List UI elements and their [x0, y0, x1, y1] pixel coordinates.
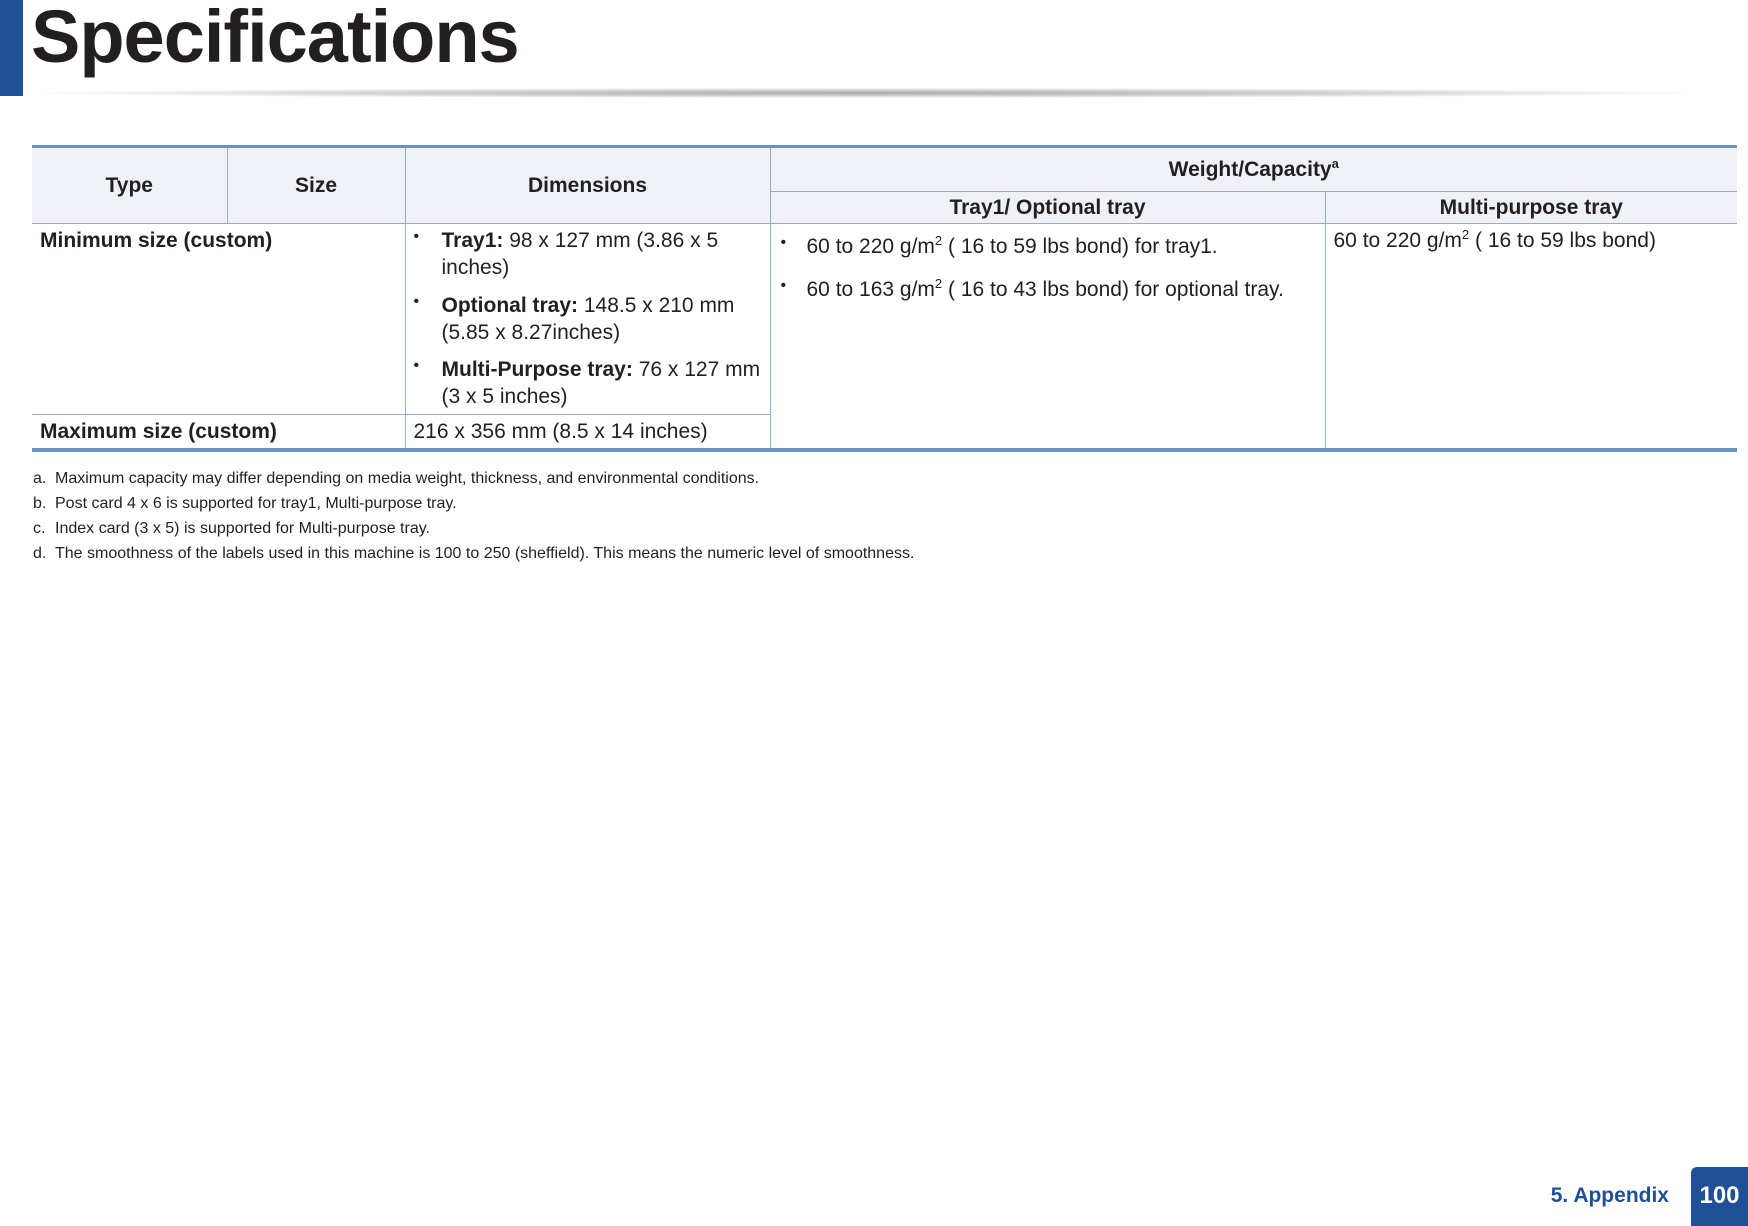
footnote-text: The smoothness of the labels used in this machine is 100 to 250 (sheffield). This means the numeric level of smoothness. — [55, 545, 915, 562]
list-item — [414, 292, 762, 347]
maximum-dimensions-cell: 216 x 356 mm (8.5 x 14 inches) — [405, 414, 770, 450]
header-accent-bar — [0, 0, 23, 96]
weight-capacity-label: Weight/Capacity — [1168, 157, 1332, 181]
footer-section-label: 5. Appendix — [1550, 1184, 1669, 1207]
column-header-weight-capacity — [770, 147, 1737, 192]
page-title: Specifications — [31, 0, 519, 78]
dimension-name: Multi-Purpose tray: — [441, 358, 633, 382]
weight-suffix: ( 16 to 59 lbs bond) — [1469, 229, 1656, 252]
column-header-type: Type — [32, 147, 227, 224]
footnote-b — [33, 491, 914, 516]
dimension-name: Tray1: — [441, 229, 504, 252]
weight-suffix: ( 16 to 59 lbs bond) for tray1. — [942, 235, 1218, 258]
footnote-text: Maximum capacity may differ depending on media weight, thickness, and environmental conditions. — [55, 470, 760, 487]
table-row-minimum — [32, 224, 1737, 415]
footnote-d — [33, 541, 914, 566]
list-item — [779, 276, 1317, 303]
row-label-maximum: Maximum size (custom) — [32, 414, 405, 450]
weight-suffix: ( 16 to 43 lbs bond) for optional tray. — [942, 278, 1284, 302]
column-header-dimensions: Dimensions — [405, 147, 770, 224]
page-number: 100 — [1691, 1167, 1748, 1226]
weight-exponent: 2 — [1461, 227, 1470, 242]
bullet-glyph: • — [780, 277, 787, 295]
bullet-glyph: • — [780, 234, 787, 251]
footnote-text: Index card (3 x 5) is supported for Multi-purpose tray. — [55, 520, 430, 537]
weight-prefix: 60 to 220 g/m — [1333, 229, 1462, 252]
weight-exponent: 2 — [934, 233, 943, 248]
footnote-letter: a. — [33, 470, 47, 487]
dimension-value: 76 x 127 mm (3 x 5 inches) — [441, 358, 761, 409]
tray1-optional-weight-cell — [770, 224, 1325, 451]
column-header-tray1-optional: Tray1/ Optional tray — [770, 192, 1325, 224]
list-item — [414, 356, 762, 411]
footnote-letter: b. — [33, 495, 47, 512]
footnotes — [33, 466, 914, 566]
footnote-c — [33, 516, 914, 541]
list-item — [414, 227, 762, 282]
footnote-letter: d. — [33, 545, 47, 562]
footnote-a — [33, 466, 914, 491]
title-divider — [36, 88, 1696, 98]
tray-weight-list — [779, 233, 1317, 304]
footnote-ref-a: a — [1331, 155, 1339, 171]
dimension-value: 98 x 127 mm (3.86 x 5 inches) — [441, 229, 719, 280]
dimension-name: Optional tray: — [441, 293, 579, 317]
weight-prefix: 60 to 220 g/m — [806, 235, 935, 258]
weight-prefix: 60 to 163 g/m — [806, 278, 935, 302]
column-header-size: Size — [227, 147, 405, 224]
minimum-dimensions-list — [414, 227, 762, 411]
footnote-text: Post card 4 x 6 is supported for tray1, Multi-purpose tray. — [55, 495, 457, 512]
minimum-dimensions-cell — [405, 224, 770, 415]
dimension-value: 148.5 x 210 mm (5.85 x 8.27inches) — [441, 293, 735, 344]
list-item — [779, 233, 1317, 260]
bullet-glyph: • — [413, 228, 420, 245]
footnote-letter: c. — [33, 520, 46, 537]
weight-exponent: 2 — [934, 276, 943, 292]
column-header-multi-purpose: Multi-purpose tray — [1325, 192, 1737, 224]
bullet-glyph: • — [413, 292, 420, 310]
row-label-minimum: Minimum size (custom) — [32, 224, 405, 415]
bullet-glyph: • — [413, 357, 420, 375]
specifications-table — [32, 145, 1737, 452]
multi-purpose-weight-cell — [1325, 224, 1737, 451]
table-header-row — [32, 147, 1737, 192]
